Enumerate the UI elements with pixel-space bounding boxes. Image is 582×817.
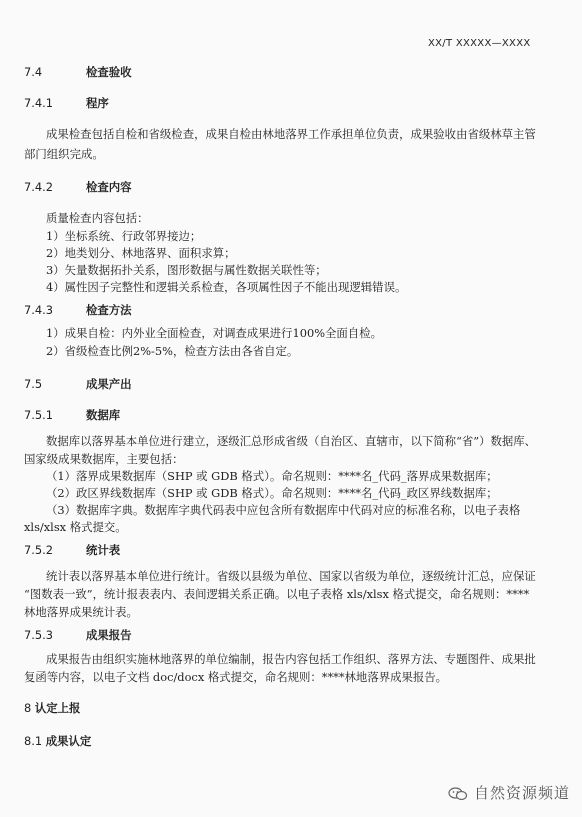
watermark-text: 自然资源频道 — [473, 784, 570, 802]
paragraph-line: 部门组织完成。 — [24, 147, 104, 161]
paragraph-line: 统计表以落界基本单位进行统计。省级以县级为单位、国家以省级为单位，逐级统计汇总，应保证 — [46, 569, 536, 583]
paragraph-line: 成果报告由组织实施林地落界的单位编制，报告内容包括工作组织、落界方法、专题图件、成果批 — [46, 652, 536, 666]
list-item: 3）矢量数据拓扑关系，图形数据与属性数据关联性等； — [46, 263, 327, 277]
paragraph-line: 国家级成果数据库，主要包括： — [24, 452, 184, 466]
section-title: 统计表 — [86, 543, 121, 557]
section-heading-7-5-3 — [24, 628, 132, 642]
section-number: 7.5.3 — [24, 628, 53, 642]
section-title: 检查验收 — [86, 65, 132, 79]
section-number: 7.4 — [24, 65, 43, 79]
section-number: 7.4.2 — [24, 180, 53, 194]
section-heading-7-5-1 — [24, 408, 120, 422]
paragraph-line: “图数表一致”，统计报表表内、表间逻辑关系正确。以电子表格 xls/xlsx 格式提交，命名规则：**** — [24, 587, 530, 601]
document-code: XX/T XXXXX—XXXX — [428, 38, 531, 49]
section-number: 7.4.3 — [24, 303, 53, 317]
section-title: 程序 — [86, 96, 109, 110]
paragraph-line: xls/xlsx 格式提交。 — [24, 520, 127, 534]
section-heading-8 — [24, 701, 80, 715]
paragraph-line: 成果检查包括自检和省级检查，成果自检由林地落界工作承担单位负责，成果验收由省级林草主管 — [46, 127, 536, 141]
list-item: 2）地类划分、林地落界、面积求算； — [46, 246, 236, 260]
section-number: 7.5.1 — [24, 408, 53, 422]
list-item: （1）落界成果数据库（SHP 或 GDB 格式）。命名规则：****名_代码_落界成果数据库； — [46, 469, 498, 483]
list-item: （3）数据库字典。数据库字典代码表中应包含所有数据库中代码对应的标准名称，以电子表格 — [46, 503, 521, 517]
paragraph-line: 复函等内容，以电子文档 doc/docx 格式提交，命名规则：****林地落界成果报告。 — [24, 670, 448, 684]
section-heading-7-4-3 — [24, 303, 132, 317]
section-heading-7-5 — [24, 377, 132, 391]
list-item: 4）属性因子完整性和逻辑关系检查，各项属性因子不能出现逻辑错误。 — [46, 280, 407, 294]
section-number: 7.5.2 — [24, 543, 53, 557]
list-item: 1）成果自检：内外业全面检查，对调查成果进行100%全面自检。 — [46, 326, 382, 340]
section-title: 检查方法 — [86, 303, 132, 317]
paragraph-line: 数据库以落界基本单位进行建立，逐级汇总形成省级（自治区、直辖市，以下简称“省”）数据库、 — [46, 434, 537, 448]
section-title: 数据库 — [86, 408, 121, 422]
section-title: 检查内容 — [86, 180, 132, 194]
list-intro: 质量检查内容包括： — [46, 211, 149, 225]
wechat-icon — [448, 786, 468, 800]
section-title: 成果产出 — [86, 377, 132, 391]
section-heading-7-4-2 — [24, 180, 132, 194]
list-item: 1）坐标系统、行政邻界接边； — [46, 229, 202, 243]
list-item: （2）政区界线数据库（SHP 或 GDB 格式）。命名规则：****名_代码_政区界线数据库； — [46, 486, 498, 500]
section-heading-7-5-2 — [24, 543, 120, 557]
list-item: 2）省级检查比例2%-5%，检查方法由各省自定。 — [46, 344, 299, 358]
section-heading-7-4-1 — [24, 96, 109, 110]
watermark — [448, 782, 570, 803]
section-number: 8.1 — [24, 734, 43, 748]
section-title: 认定上报 — [34, 701, 81, 715]
paragraph-line: 林地落界成果统计表。 — [24, 605, 138, 619]
section-number: 8 — [24, 701, 32, 715]
section-heading-7-4 — [24, 65, 132, 79]
section-title: 成果报告 — [86, 628, 132, 642]
section-title: 成果认定 — [45, 734, 92, 748]
section-number: 7.5 — [24, 377, 43, 391]
section-heading-8-1 — [24, 734, 91, 748]
section-number: 7.4.1 — [24, 96, 53, 110]
